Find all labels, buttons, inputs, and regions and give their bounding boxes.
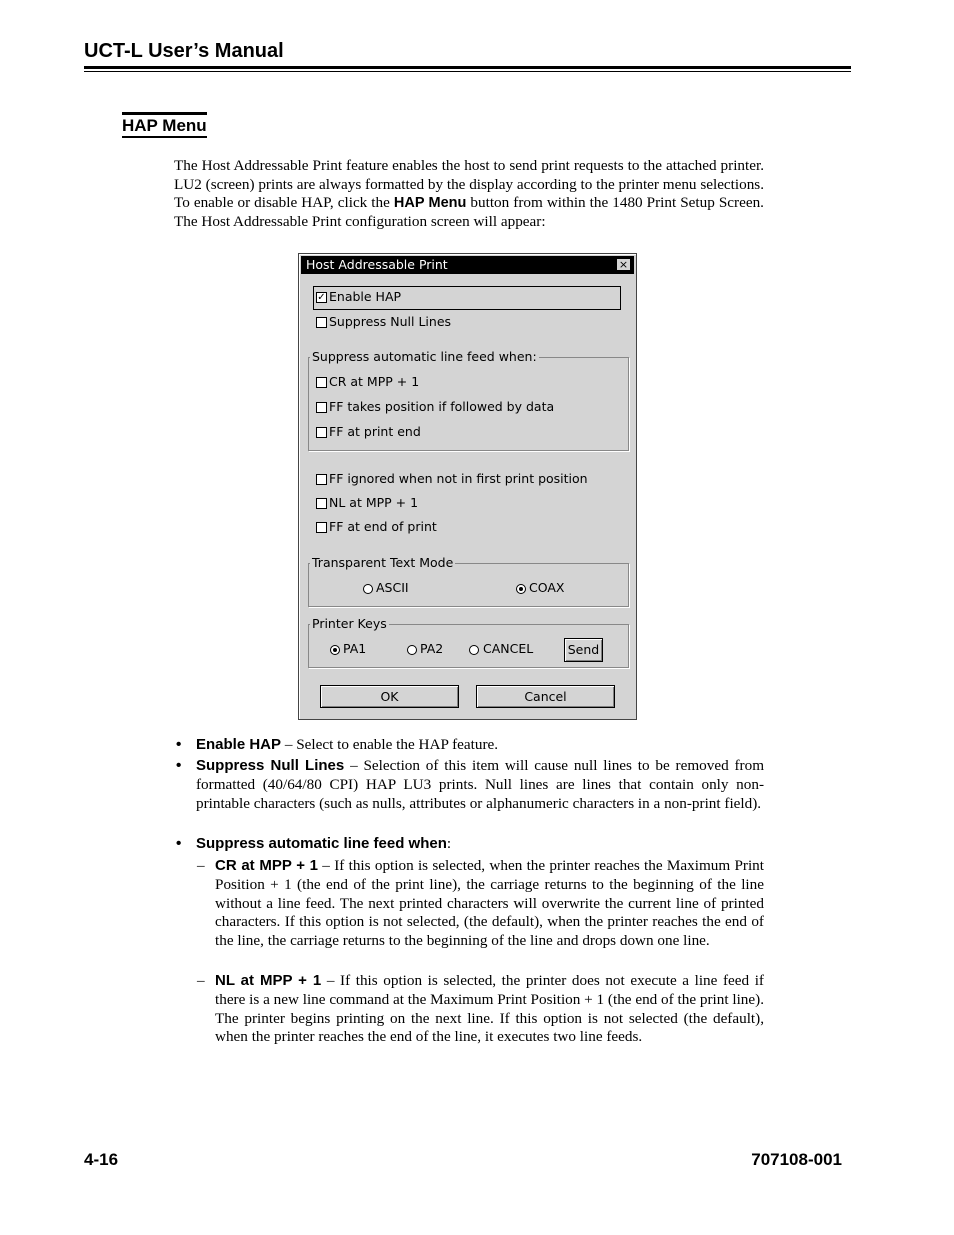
pa1-radio[interactable] — [330, 645, 340, 655]
bullet-term: Enable HAP — [196, 736, 282, 753]
bullet-dot: • — [176, 736, 182, 753]
enable-hap-checkbox[interactable]: ✓ — [317, 292, 326, 303]
sub-text — [215, 972, 764, 1047]
bullet-text — [196, 757, 764, 813]
feature-list — [174, 736, 764, 1076]
intro-text-1: The Host Addressable Print feature enables the host to send print requests to the attached printer. LU2 (screen) prints are always formatted by the display according to the printer menu selections. To enable or disable HAP, click the — [174, 157, 765, 212]
pa1-label: PA1 — [343, 641, 367, 656]
sub-desc: – If this option is selected, the printer does not execute a line feed if there is a new line command at the Maximum Print Position + 1 (the end of the print line). The printer begins printing on the next line. If this option is not selected (the default), when the printer reaches the end of the line, it executes two line feeds. — [215, 972, 764, 1046]
page-number: 4-16 — [84, 1150, 119, 1169]
ff-ignored-checkbox[interactable] — [316, 474, 327, 485]
bullet-term: Suppress automatic line feed when — [196, 835, 447, 852]
pa2-label: PA2 — [420, 641, 444, 656]
ascii-radio[interactable] — [363, 584, 373, 594]
sub-text — [215, 857, 764, 951]
sub-desc: – If this option is selected, when the printer reaches the Maximum Print Position + 1 (the end of the print line), the carriage returns to the beginning of the line without a line feed. The next printed characters will overwrite the current line of printed characters. If this option is not selected, (the default), when the printer reaches the end of the line, the carriage returns to the beginning of the line and drops down one line. — [215, 857, 764, 950]
sub-dash: – — [197, 972, 205, 989]
cr-mpp-checkbox[interactable] — [316, 377, 327, 388]
bullet-text — [196, 736, 764, 755]
header-rule-thin — [84, 71, 851, 72]
bullet-dot: • — [176, 757, 182, 774]
bullet-desc: – Selection of this item will cause null lines to be removed from formatted (40/64/80 CPI) HAP LU3 prints. Null lines are lines that contain only non-printable characters (such as nulls, attributes or alphanumeric characters in a non-print field). — [196, 757, 765, 812]
ascii-label: ASCII — [376, 580, 409, 595]
ff-print-end-label: FF at print end — [329, 424, 421, 439]
hap-dialog — [298, 253, 637, 720]
ff-print-end-checkbox[interactable] — [316, 427, 327, 438]
coax-radio[interactable] — [516, 584, 526, 594]
intro-text-2: button from within the 1480 Print Setup Screen. The Host Addressable Print configuration screen will appear: — [174, 194, 764, 231]
cancel-button[interactable]: Cancel — [476, 685, 615, 708]
cancel-key-radio[interactable] — [469, 645, 479, 655]
ff-end-print-checkbox[interactable] — [316, 522, 327, 533]
sub-dash: – — [197, 857, 205, 874]
doc-number: 707108-001 — [751, 1150, 842, 1169]
cancel-key-label: CANCEL — [483, 641, 534, 656]
bullet-desc: : — [446, 835, 452, 852]
dialog-title: Host Addressable Print — [306, 257, 448, 272]
pa2-radio[interactable] — [407, 645, 417, 655]
bullet-text — [196, 835, 764, 854]
coax-label: COAX — [529, 580, 565, 595]
ok-button[interactable]: OK — [320, 685, 459, 708]
lf-group-label: Suppress automatic line feed when: — [312, 349, 537, 364]
enable-hap-label: Enable HAP — [329, 289, 402, 304]
cr-mpp-label: CR at MPP + 1 — [329, 374, 420, 389]
suppress-null-label: Suppress Null Lines — [329, 314, 452, 329]
section-heading: HAP Menu — [122, 112, 207, 138]
close-icon[interactable]: × — [616, 258, 631, 271]
ff-takes-position-checkbox[interactable] — [316, 402, 327, 413]
ff-ignored-label: FF ignored when not in first print position — [329, 471, 588, 486]
ff-takes-position-label: FF takes position if followed by data — [329, 399, 555, 414]
printer-keys-group-label: Printer Keys — [312, 616, 387, 631]
manual-title: UCT-L User’s Manual — [84, 40, 284, 62]
send-button[interactable]: Send — [564, 638, 603, 662]
bullet-desc: – Select to enable the HAP feature. — [281, 736, 499, 753]
dialog-title-bar — [301, 256, 634, 274]
ff-end-print-label: FF at end of print — [329, 519, 437, 534]
intro-bold-hap-menu: HAP Menu — [393, 195, 467, 212]
header-rule-thick — [84, 66, 851, 69]
sub-term: CR at MPP + 1 — [215, 857, 319, 874]
transparent-group-label: Transparent Text Mode — [312, 555, 454, 570]
bullet-term: Suppress Null Lines — [196, 757, 345, 774]
nl-mpp-checkbox[interactable] — [316, 498, 327, 509]
nl-mpp-label: NL at MPP + 1 — [329, 495, 419, 510]
bullet-dot: • — [176, 835, 182, 852]
suppress-null-checkbox[interactable] — [316, 317, 327, 328]
sub-term: NL at MPP + 1 — [215, 972, 322, 989]
intro-paragraph — [174, 157, 764, 232]
